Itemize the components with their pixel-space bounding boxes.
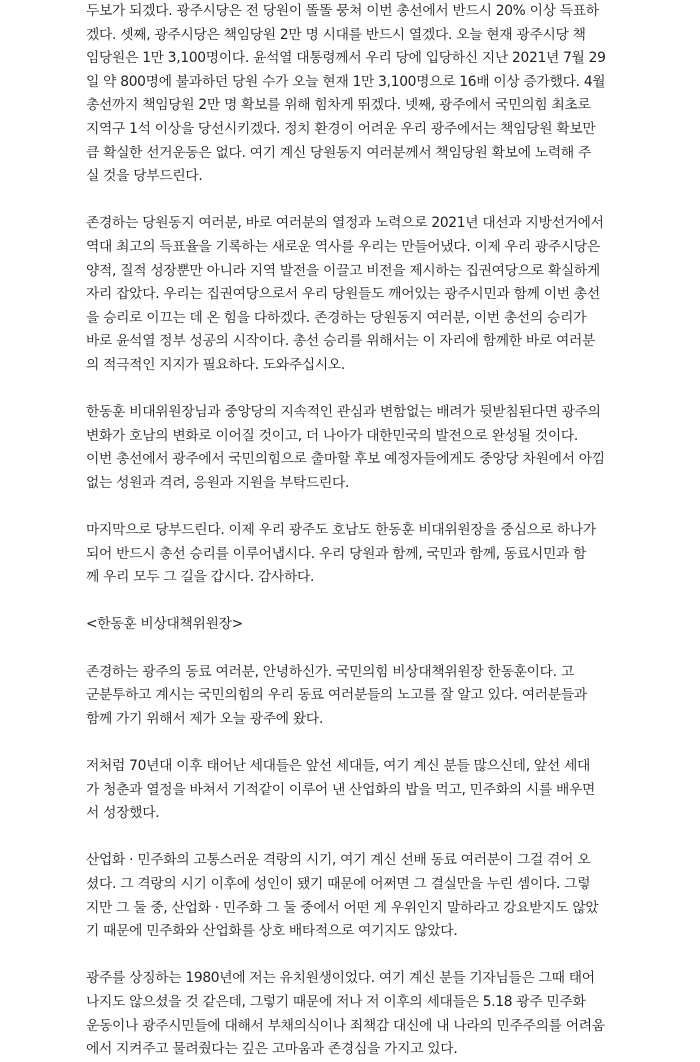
text-line: 산업화 · 민주화의 고통스러운 격랑의 시기, 여기 계신 선배 동료 여러분이 그걸 겪어 오 — [86, 852, 591, 869]
text-line: 임당원은 1만 3,100명이다. 윤석열 대통령께서 우리 당에 입당하신 지난 2021년 7월 29 — [86, 50, 606, 67]
paragraph — [86, 0, 626, 189]
text-line: 에서 지켜주고 물려줬다는 깊은 고마움과 존경심을 가지고 있다. — [86, 1041, 458, 1058]
text-line: 마지막으로 당부드린다. 이제 우리 광주도 호남도 한동훈 비대위원장을 중심으로 하나가 — [86, 522, 596, 539]
text-line: 일 약 800명에 불과하던 당원 수가 오늘 현재 1만 3,100명으로 16배 이상 증가했다. 4월 — [86, 73, 606, 90]
paragraph — [86, 212, 626, 377]
text-line: 바로 윤석열 정부 성공의 시작이다. 총선 승리를 위해서는 이 자리에 함께한 바로 여러분 — [86, 333, 596, 350]
text-line: 실 것을 당부드린다. — [86, 168, 203, 185]
text-line: 되어 반드시 총선 승리를 이루어냅시다. 우리 당원과 함께, 국민과 함께, 동료시민과 함 — [86, 545, 587, 562]
text-line: 양적, 질적 성장뿐만 아니라 지역 발전을 이끌고 비전을 제시하는 집권여당으로 확실하게 — [86, 262, 600, 279]
paragraph — [86, 755, 626, 826]
text-line: 서 성장했다. — [86, 805, 160, 822]
paragraph-gap — [86, 378, 626, 402]
text-line: 자리 잡았다. 우리는 집권여당으로서 우리 당원들도 깨어있는 광주시민과 함께 이번 총선 — [86, 286, 600, 303]
text-line: 을 승리로 이끄는 데 온 힘을 다하겠다. 존경하는 당원동지 여러분, 이번 총선의 승리가 — [86, 309, 587, 326]
paragraph — [86, 849, 626, 943]
text-line: 께 우리 모두 그 길을 갑시다. 감사하다. — [86, 569, 315, 586]
section-heading: <한동훈 비상대책위원장> — [86, 616, 243, 633]
text-line: 한동훈 비대위원장님과 중앙당의 지속적인 관심과 변함없는 배려가 뒷받침된다면 광주의 — [86, 404, 601, 421]
text-line: 없는 성원과 격려, 응원과 지원을 부탁드린다. — [86, 474, 350, 491]
paragraph — [86, 661, 626, 732]
text-line: 가 청춘과 열정을 바쳐서 기적같이 이루어 낸 산업화의 밥을 먹고, 민주화의 시를 배우면 — [86, 781, 596, 798]
paragraph-gap — [86, 495, 626, 519]
text-line: 기 때문에 민주화와 산업화를 상호 배타적으로 여기지도 않았다. — [86, 923, 458, 940]
text-line: 군분투하고 계시는 국민의힘의 우리 동료 여러분들의 노고를 잘 알고 있다. 여러분들과 — [86, 687, 587, 704]
text-line: 존경하는 당원동지 여러분, 바로 여러분의 열정과 노력으로 2021년 대선과 지방선거에서 — [86, 215, 604, 232]
paragraph-gap — [86, 944, 626, 968]
text-line: 큼 확실한 선거운동은 없다. 여기 계신 당원동지 여러분께서 책임당원 확보에 노력해 주 — [86, 144, 591, 161]
text-line: 두보가 되겠다. 광주시당은 전 당원이 똘똘 뭉쳐 이번 총선에서 반드시 20% 이상 득표하 — [86, 3, 599, 19]
text-line: 지만 그 둘 중, 산업화 · 민주화 그 둘 중에서 어떤 게 우위인지 말하라고 강요받지도 않았 — [86, 899, 599, 916]
document-page — [86, 0, 626, 1062]
text-line: 역대 최고의 득표율을 기록하는 새로운 역사를 우리는 만들어냈다. 이제 우리 광주시당은 — [86, 238, 600, 255]
paragraph-gap — [86, 826, 626, 850]
text-line: 이번 총선에서 광주에서 국민의힘으로 출마할 후보 예정자들에게도 중앙당 차원에서 아낌 — [86, 451, 605, 468]
paragraph-gap — [86, 731, 626, 755]
text-line: 지역구 1석 이상을 당선시키겠다. 정치 환경이 어려운 우리 광주에서는 책임당원 확보만 — [86, 120, 596, 137]
text-line: 총선까지 책임당원 2만 명 확보를 위해 힘차게 뛰겠다. 넷째, 광주에서 국민의힘 최초로 — [86, 97, 591, 114]
text-line: 셨다. 그 격랑의 시기 이후에 성인이 됐기 때문에 어쩌면 그 결실만을 누린 셈이다. 그렇 — [86, 875, 591, 892]
paragraph-gap — [86, 637, 626, 661]
text-line: 변화가 호남의 변화로 이어질 것이고, 더 나아가 대한민국의 발전으로 완성될 것이다. — [86, 427, 578, 444]
text-line: 저처럼 70년대 이후 태어난 세대들은 앞선 세대들, 여기 계신 분들 많으신데, 앞선 세대 — [86, 758, 591, 774]
paragraph-gap — [86, 590, 626, 614]
paragraph — [86, 519, 626, 590]
text-line: 운동이나 광주시민들에 대해서 부채의식이나 죄책감 대신에 내 나라의 민주주의를 어려움 — [86, 1017, 605, 1034]
paragraph — [86, 401, 626, 495]
text-line: 겠다. 셋째, 광주시당은 책임당원 2만 명 시대를 반드시 열겠다. 오늘 현재 광주시당 책 — [86, 26, 586, 43]
paragraph — [86, 967, 626, 1061]
text-line: 함께 가기 위해서 제가 오늘 광주에 왔다. — [86, 710, 324, 727]
text-line: 나지도 않으셨을 것 같은데, 그렇기 때문에 저나 저 이후의 세대들은 5.18 광주 민주화 — [86, 993, 586, 1010]
paragraph-gap — [86, 189, 626, 213]
text-line: 광주를 상징하는 1980년에 저는 유치원생이었다. 여기 계신 분들 기자님들은 그때 태어 — [86, 970, 595, 987]
text-line: 존경하는 광주의 동료 여러분, 안녕하신가. 국민의힘 비상대책위원장 한동훈이다. 고 — [86, 663, 574, 680]
text-line: 의 적극적인 지지가 필요하다. 도와주십시오. — [86, 356, 346, 373]
